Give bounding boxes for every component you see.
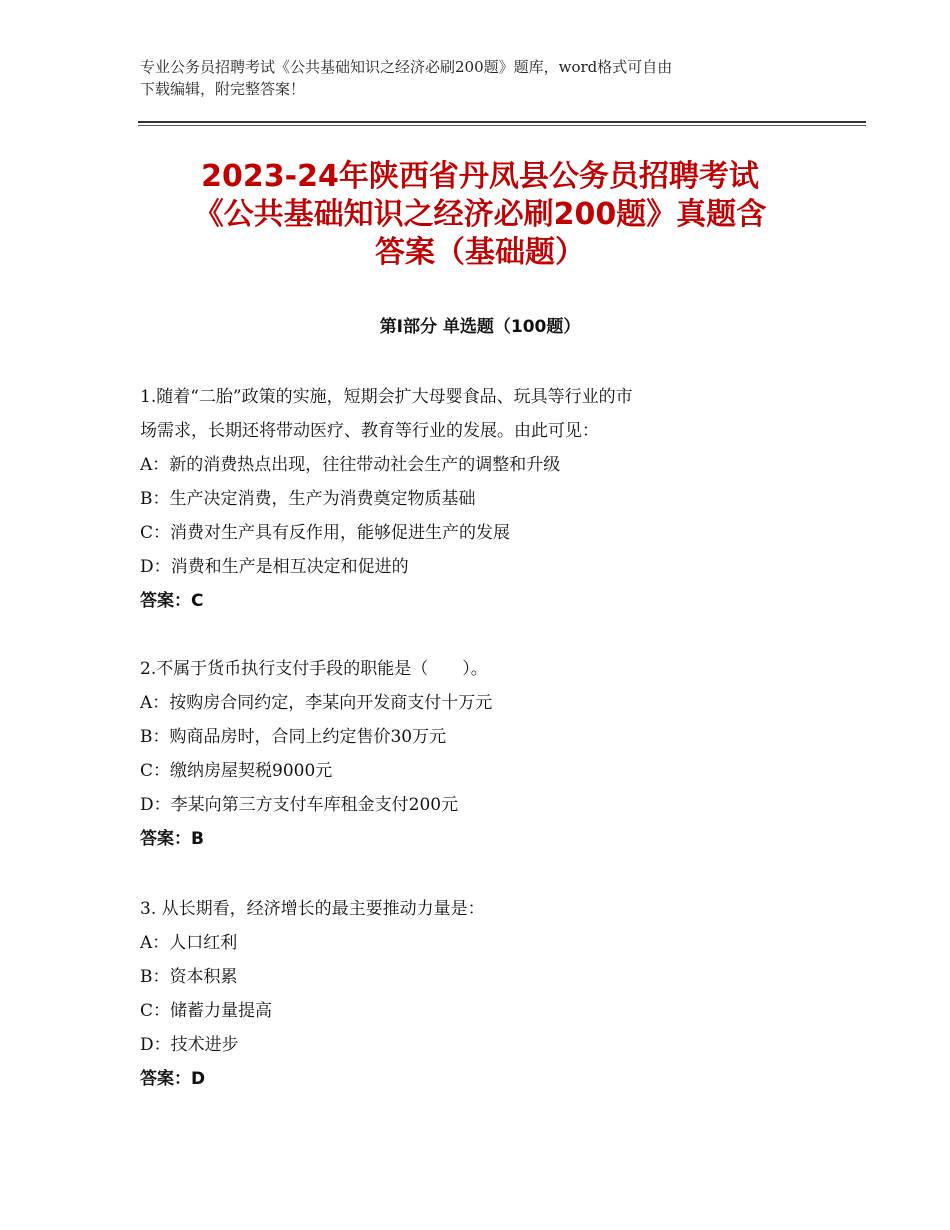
- option-b: B：购商品房时，合同上约定售价30万元: [140, 727, 447, 747]
- title-line-2: 《公共基础知识之经济必刷200题》真题含: [193, 197, 767, 232]
- option-a: A：新的消费热点出现，往往带动社会生产的调整和升级: [140, 455, 561, 475]
- option-b: B：资本积累: [140, 967, 238, 987]
- option-a: A：按购房合同约定，李某向开发商支付十万元: [140, 693, 493, 713]
- question-stem-continued: 场需求，长期还将带动医疗、教育等行业的发展。由此可见：: [140, 421, 599, 441]
- header-divider-thin: [138, 125, 866, 126]
- option-c: C：储蓄力量提高: [140, 1001, 273, 1021]
- answer: 答案：C: [140, 591, 204, 611]
- document-title: [140, 158, 820, 272]
- answer: 答案：D: [140, 1069, 206, 1089]
- option-d: D：消费和生产是相互决定和促进的: [140, 557, 409, 577]
- question-3: [140, 892, 820, 1096]
- answer: 答案：B: [140, 829, 204, 849]
- option-d: D：技术进步: [140, 1035, 239, 1055]
- option-c: C：缴纳房屋契税9000元: [140, 761, 333, 781]
- header-divider-thick: [138, 121, 866, 123]
- question-1: [140, 380, 820, 618]
- option-d: D：李某向第三方支付车库租金支付200元: [140, 795, 459, 815]
- title-line-3: 答案（基础题）: [375, 235, 585, 270]
- section-heading: 第Ⅰ部分 单选题（100题）: [379, 317, 581, 337]
- option-c: C：消费对生产具有反作用，能够促进生产的发展: [140, 523, 511, 543]
- header-note-line-1: 专业公务员招聘考试《公共基础知识之经济必刷200题》题库，word格式可自由: [140, 58, 673, 76]
- option-b: B：生产决定消费，生产为消费奠定物质基础: [140, 489, 476, 509]
- title-line-1: 2023-24年陕西省丹凤县公务员招聘考试: [201, 159, 759, 194]
- question-stem: 2.不属于货币执行支付手段的职能是（ ）。: [140, 659, 488, 679]
- option-a: A：人口红利: [140, 933, 238, 953]
- header-note: [140, 56, 820, 100]
- header-note-line-2: 下载编辑，附完整答案！: [140, 80, 306, 98]
- question-2: [140, 652, 820, 856]
- question-stem: 3. 从长期看，经济增长的最主要推动力量是：: [140, 899, 485, 919]
- question-stem: 1.随着“二胎”政策的实施，短期会扩大母婴食品、玩具等行业的市: [140, 387, 633, 407]
